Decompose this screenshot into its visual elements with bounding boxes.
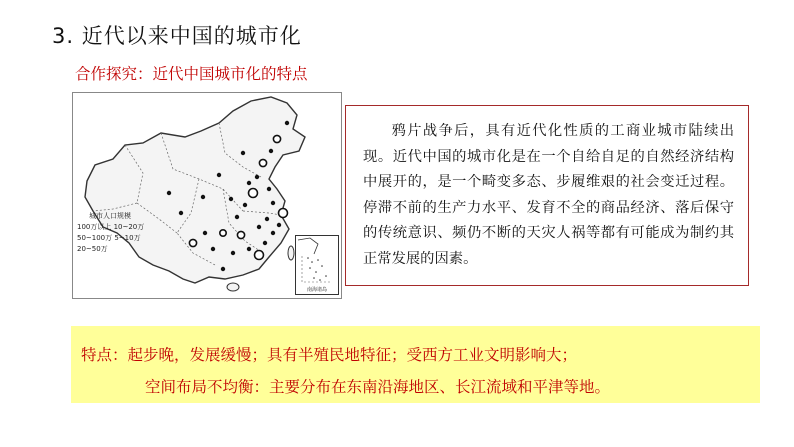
features-summary	[71, 326, 760, 403]
china-city-map	[72, 92, 342, 299]
legend-row-2: 50~100万 5~10万	[77, 234, 141, 242]
section-subtitle: 合作探究：近代中国城市化的特点	[75, 65, 308, 83]
south-china-sea-inset	[295, 235, 339, 295]
historical-passage: 鸦片战争后，具有近代化性质的工商业城市陆续出现。近代中国的城市化是在一个自给自足的自然经济结构中展开的，是一个畸变多态、步履维艰的社会变迁过程。停滞不前的生产力水平、发育不全的商品经济、落后保守的传统意识、频仍不断的天灾人祸等都有可能成为制约其正常发展的因素。	[345, 105, 749, 286]
features-line-1: 特点：起步晚，发展缓慢；具有半殖民地特征；受西方工业文明影响大；	[81, 346, 578, 364]
inset-label: 南海诸岛	[306, 287, 327, 293]
inset-drawing	[296, 236, 338, 286]
features-line-2: 空间布局不均衡：主要分布在东南沿海地区、长江流域和平津等地。	[145, 378, 611, 396]
map-legend	[77, 211, 169, 263]
legend-row-3: 20~50万	[77, 245, 108, 253]
legend-row-1: 100万以上 10~20万	[77, 223, 145, 231]
legend-title: 城市人口规模	[89, 212, 131, 220]
slide-title: 3. 近代以来中国的城市化	[52, 24, 302, 48]
